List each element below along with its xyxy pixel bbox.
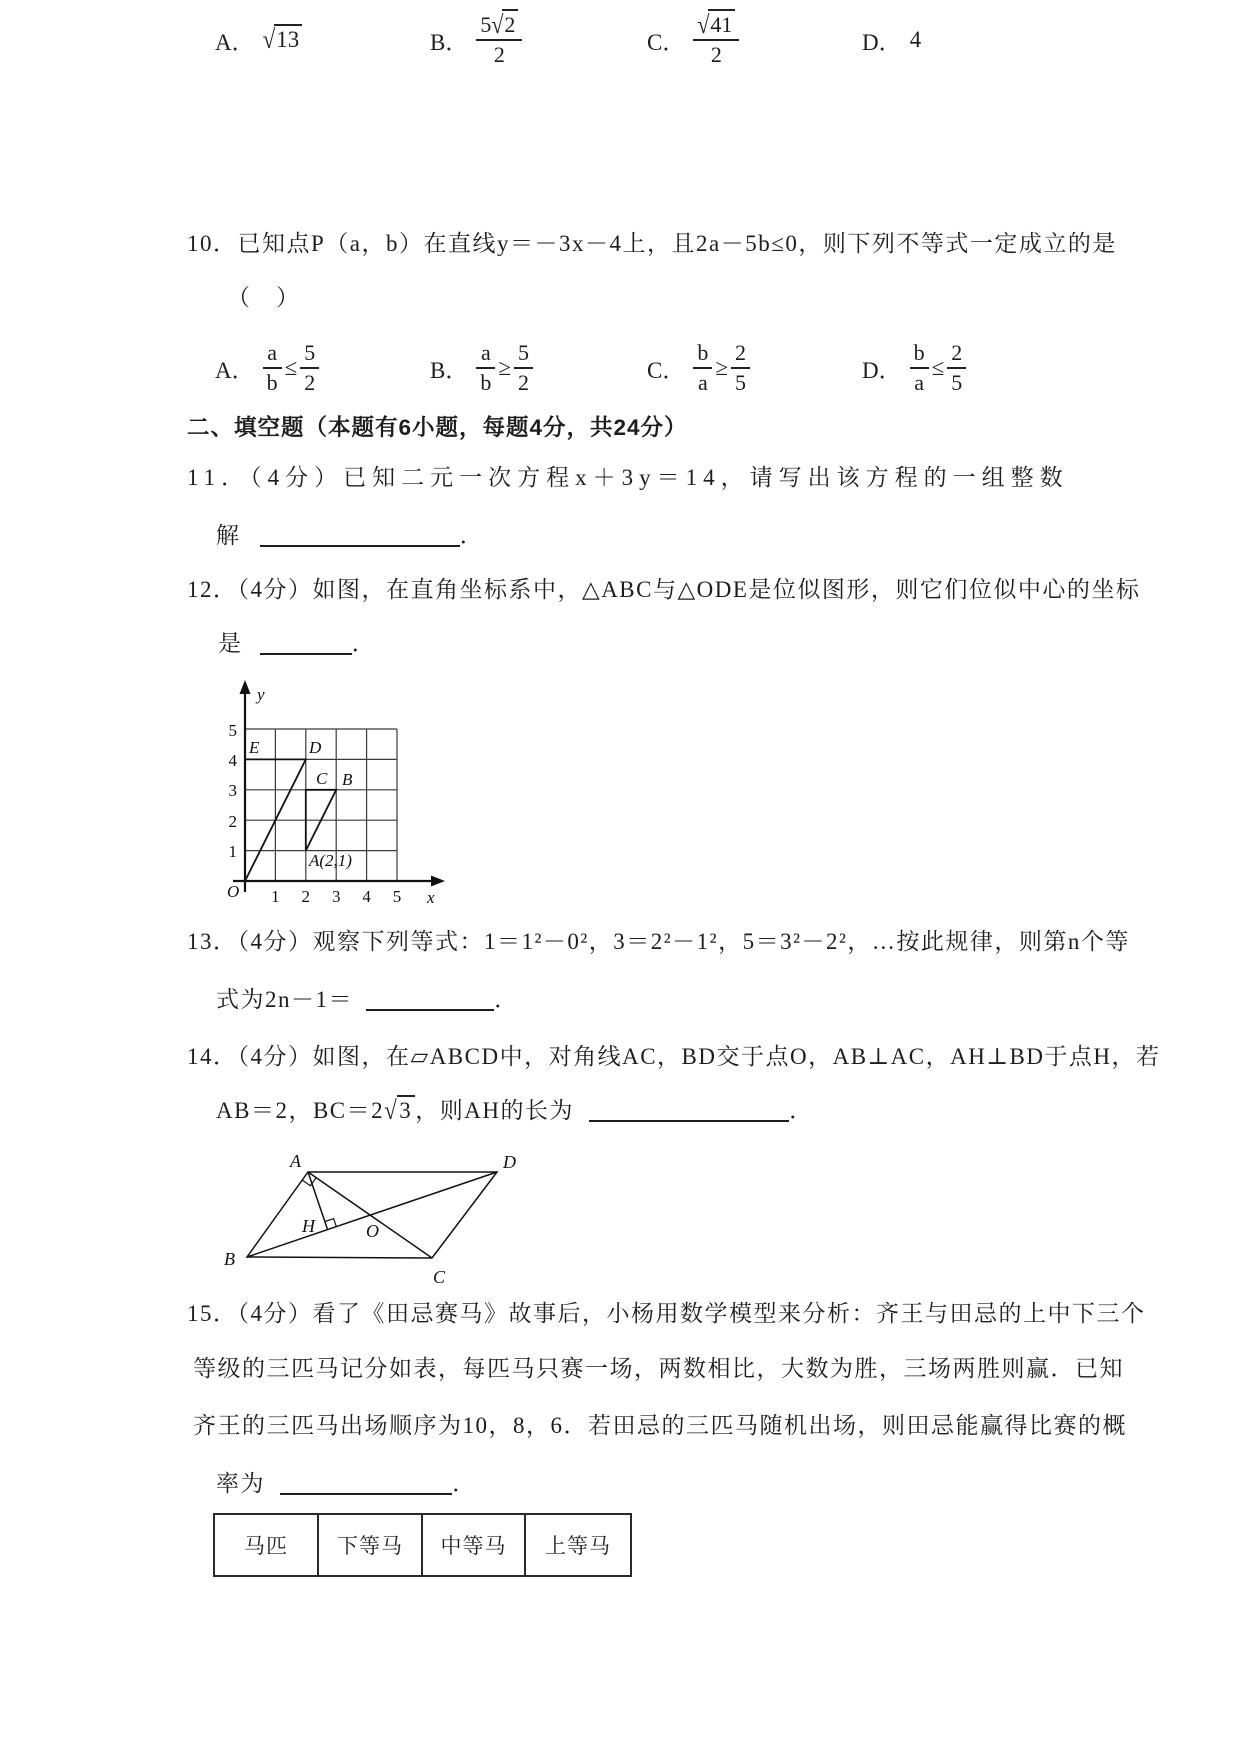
diagonal-BD [247, 1172, 497, 1257]
x-axis-arrow [431, 876, 445, 887]
fraction [731, 341, 750, 395]
expression-suffix: ，则AH的长为 [415, 1098, 574, 1123]
fraction-numerator: 5 [304, 339, 316, 365]
fraction-numerator [476, 9, 522, 39]
answer-blank [589, 1098, 789, 1122]
q10-option-d [862, 341, 966, 395]
fraction [910, 341, 929, 395]
answer-prefix: 是 [218, 631, 243, 656]
fraction [693, 341, 712, 395]
sqrt-expression [384, 1095, 415, 1125]
period: ． [452, 1471, 477, 1496]
option-label: D． [862, 357, 902, 383]
q13-line1: 13．（4分）观察下列等式：1＝1²－0²，3＝2²－1²，5＝3²－2²，…按此规律，则第n个等 [187, 929, 1130, 954]
fraction-numerator: b [697, 339, 709, 365]
fraction-denominator: b [476, 367, 495, 395]
q15-horse-table [213, 1513, 632, 1577]
q12-coordinate-figure [183, 674, 458, 916]
point-label-D: D [309, 738, 322, 757]
y-tick: 4 [228, 751, 237, 770]
radical-sign: √ [697, 9, 710, 39]
coefficient: 5 [480, 11, 492, 37]
fraction-denominator: b [263, 367, 282, 395]
x-tick: 1 [271, 887, 280, 906]
q14-answer-line [216, 1097, 814, 1126]
fraction [514, 341, 533, 395]
option-label: C． [647, 357, 686, 383]
x-tick: 3 [331, 887, 341, 906]
table-cell-mid: 中等马 [422, 1514, 525, 1576]
fraction-denominator: 2 [300, 367, 319, 395]
fraction [693, 9, 739, 67]
fraction-denominator: a [910, 367, 929, 395]
table-cell-high: 上等马 [525, 1514, 631, 1576]
fraction [300, 341, 319, 395]
radical-sign: √ [491, 9, 504, 39]
q15-line1: 15．（4分）看了《田忌赛马》故事后，小杨用数学模型来分析：齐王与田忌的上中下三个 [187, 1301, 1146, 1326]
fraction-denominator: 2 [476, 39, 522, 67]
vertex-label-H: H [302, 1216, 315, 1236]
x-axis-label: x [427, 888, 435, 907]
fraction-denominator: 2 [514, 367, 533, 395]
fraction-denominator: 5 [947, 367, 966, 395]
relation-symbol: ≤ [284, 355, 298, 380]
vertex-label-D: D [503, 1152, 516, 1172]
vertex-label-O: O [366, 1221, 379, 1241]
table-cell-low: 下等马 [318, 1514, 422, 1576]
y-tick: 3 [228, 781, 237, 800]
period: ． [789, 1098, 814, 1123]
point-labels [227, 685, 435, 907]
fraction-numerator: a [267, 339, 277, 365]
q10-option-c [647, 341, 750, 395]
answer-blank [260, 523, 460, 547]
y-axis-label: y [257, 685, 265, 704]
q9-options-row [0, 0, 1241, 80]
y-axis-arrow [240, 680, 251, 694]
q10-option-b [430, 341, 533, 395]
fraction-numerator [693, 9, 739, 39]
parallelogram-lines [247, 1172, 497, 1258]
point-label-C: C [316, 769, 328, 788]
radicand: 3 [397, 1095, 415, 1123]
q9-option-a [215, 24, 302, 57]
fraction [476, 341, 495, 395]
q12-answer-line [218, 630, 376, 659]
q14-line1: 14．（4分）如图，在▱ABCD中，对角线AC，BD交于点O，AB⊥AC，AH⊥BD于点H，若 [187, 1044, 1161, 1069]
answer-prefix: 解 [216, 523, 241, 548]
radicand: 2 [502, 9, 518, 37]
q13-answer-line [216, 986, 519, 1015]
option-label: A． [215, 29, 255, 55]
y-tick: 2 [228, 812, 237, 831]
q10-answer-brackets: （ ） [227, 285, 301, 310]
q10-line1: 10．已知点P（a，b）在直线y＝－3x－4上，且2a－5b≤0，则下列不等式一定成立的是 [187, 231, 1117, 256]
q9-option-d [862, 24, 921, 57]
origin-label: O [227, 882, 240, 901]
q12-line1: 12．（4分）如图，在直角坐标系中，△ABC与△ODE是位似图形，则它们位似中心的坐标 [187, 577, 1141, 602]
period: ． [351, 631, 377, 656]
period: ． [459, 523, 485, 548]
fraction-denominator: 2 [693, 39, 739, 67]
fraction-numerator: 2 [951, 339, 963, 365]
q10-option-a [215, 341, 319, 395]
x-tick: 5 [392, 887, 402, 906]
radicand: 41 [708, 9, 735, 37]
q10-options-row [0, 328, 1241, 408]
section2-heading: 二、填空题（本题有6小题，每题4分，共24分） [187, 415, 688, 440]
fraction [947, 341, 966, 395]
answer-blank [280, 1471, 452, 1495]
x-tick: 2 [301, 887, 311, 906]
vertex-label-C: C [433, 1267, 446, 1287]
option-label: A． [215, 357, 255, 383]
fraction-denominator: a [693, 367, 712, 395]
option-label: C． [647, 29, 686, 55]
option-value: 4 [909, 27, 922, 52]
radicand: 13 [274, 24, 302, 52]
expression-prefix: AB＝2，BC＝2 [216, 1098, 385, 1123]
answer-prefix: 式为2n－1＝ [216, 987, 353, 1012]
q11-line1: 11．（4分）已知二元一次方程x＋3y＝14，请写出该方程的一组整数 [187, 465, 1069, 490]
relation-symbol: ≤ [931, 355, 945, 380]
q15-answer-line [216, 1470, 477, 1499]
period: ． [494, 987, 519, 1012]
fraction-numerator: b [913, 339, 925, 365]
point-label-A: A(2,1) [309, 851, 352, 870]
point-label-E: E [249, 738, 260, 757]
option-label: B． [430, 29, 469, 55]
fraction-numerator: 2 [734, 339, 746, 365]
fraction-numerator: a [480, 339, 491, 365]
answer-blank [260, 631, 352, 655]
vertex-label-A: A [290, 1151, 301, 1171]
sqrt-expression [491, 9, 518, 39]
radical-sign: √ [384, 1095, 399, 1125]
y-tick: 5 [228, 721, 237, 740]
q9-option-c [647, 9, 739, 67]
answer-prefix: 率为 [216, 1471, 265, 1496]
fraction [263, 341, 282, 395]
q9-option-b [430, 9, 522, 67]
relation-symbol: ≥ [498, 355, 511, 380]
q15-line3: 齐王的三匹马出场顺序为10，8，6．若田忌的三匹马随机出场，则田忌能赢得比赛的概 [193, 1413, 1127, 1438]
x-tick: 4 [362, 887, 371, 906]
q15-line2: 等级的三匹马记分如表，每匹马只赛一场，两数相比，大数为胜，三场两胜则赢．已知 [193, 1356, 1124, 1381]
fraction-denominator: 5 [731, 367, 750, 395]
fraction-numerator: 5 [517, 339, 529, 365]
answer-blank [366, 987, 494, 1011]
y-tick: 1 [228, 842, 237, 861]
relation-symbol: ≥ [715, 355, 728, 380]
radical-sign: √ [262, 25, 276, 54]
sqrt-expression [263, 27, 303, 53]
sqrt-expression [697, 9, 735, 39]
q14-parallelogram-figure [190, 1148, 530, 1298]
option-label: B． [430, 357, 469, 383]
option-label: D． [862, 29, 902, 55]
table-row [214, 1514, 631, 1576]
table-cell-horse: 马匹 [214, 1514, 318, 1576]
point-label-B: B [342, 770, 353, 789]
fraction [476, 9, 522, 67]
right-angle-mark-A [302, 1178, 316, 1186]
vertex-label-B: B [224, 1249, 235, 1269]
q11-answer-line [216, 522, 484, 551]
